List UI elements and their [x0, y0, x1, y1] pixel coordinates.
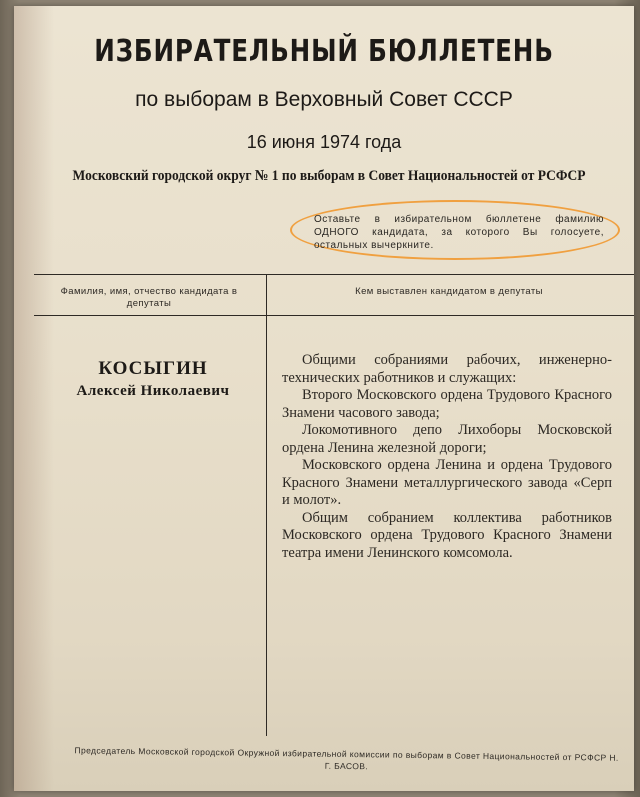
ballot-paper: [14, 6, 634, 791]
election-date: 16 июня 1974 года: [246, 132, 402, 152]
nominator-item: Общими собраниями рабочих, инженерно-технических работников и служащих:: [282, 352, 612, 386]
candidate-column-header: Фамилия, имя, отчество кандидата в депутаты: [60, 286, 238, 309]
electoral-district: Московский городской округ № 1 по выборам в Совет Национальностей от РСФСР: [72, 168, 586, 184]
ballot-title: ИЗБИРАТЕЛЬНЫЙ БЮЛЛЕТЕНЬ: [94, 34, 554, 69]
candidate-given-names: Алексей Николаевич: [76, 383, 230, 399]
nominator-column-header: Кем выставлен кандидатом в депутаты: [355, 286, 543, 297]
nominator-item: Второго Московского ордена Трудового Красного Знамени часового завода;: [282, 387, 612, 421]
table-column-divider: [266, 274, 267, 736]
ballot-subtitle: по выборам в Верховный Совет СССР: [135, 88, 513, 111]
nominator-item: Локомотивного депо Лихоборы Московской ордена Ленина железной дороги;: [282, 422, 612, 456]
voting-instruction: Оставьте в избирательном бюллетене фамилию ОДНОГО кандидата, за которого Вы голосуете, остальных вычеркните.: [314, 214, 604, 251]
nominator-item: Общим собранием коллектива работников Московского ордена Трудового Красного Знамени театра имени Ленинского комсомола.: [282, 509, 612, 561]
table-header-rule: [34, 315, 634, 316]
commission-chairman-note: Председатель Московской городской Окружной избирательной комиссии по выборам в Совет Национальностей от РСФСР Н. Г. БАСОВ.: [74, 745, 619, 772]
table-top-rule: [34, 274, 634, 275]
nominator-list: [282, 352, 612, 562]
nominator-item: Московского ордена Ленина и ордена Трудового Красного Знамени металлургического завода «Серп и молот».: [282, 457, 612, 508]
candidate-surname: КОСЫГИН: [98, 358, 208, 379]
